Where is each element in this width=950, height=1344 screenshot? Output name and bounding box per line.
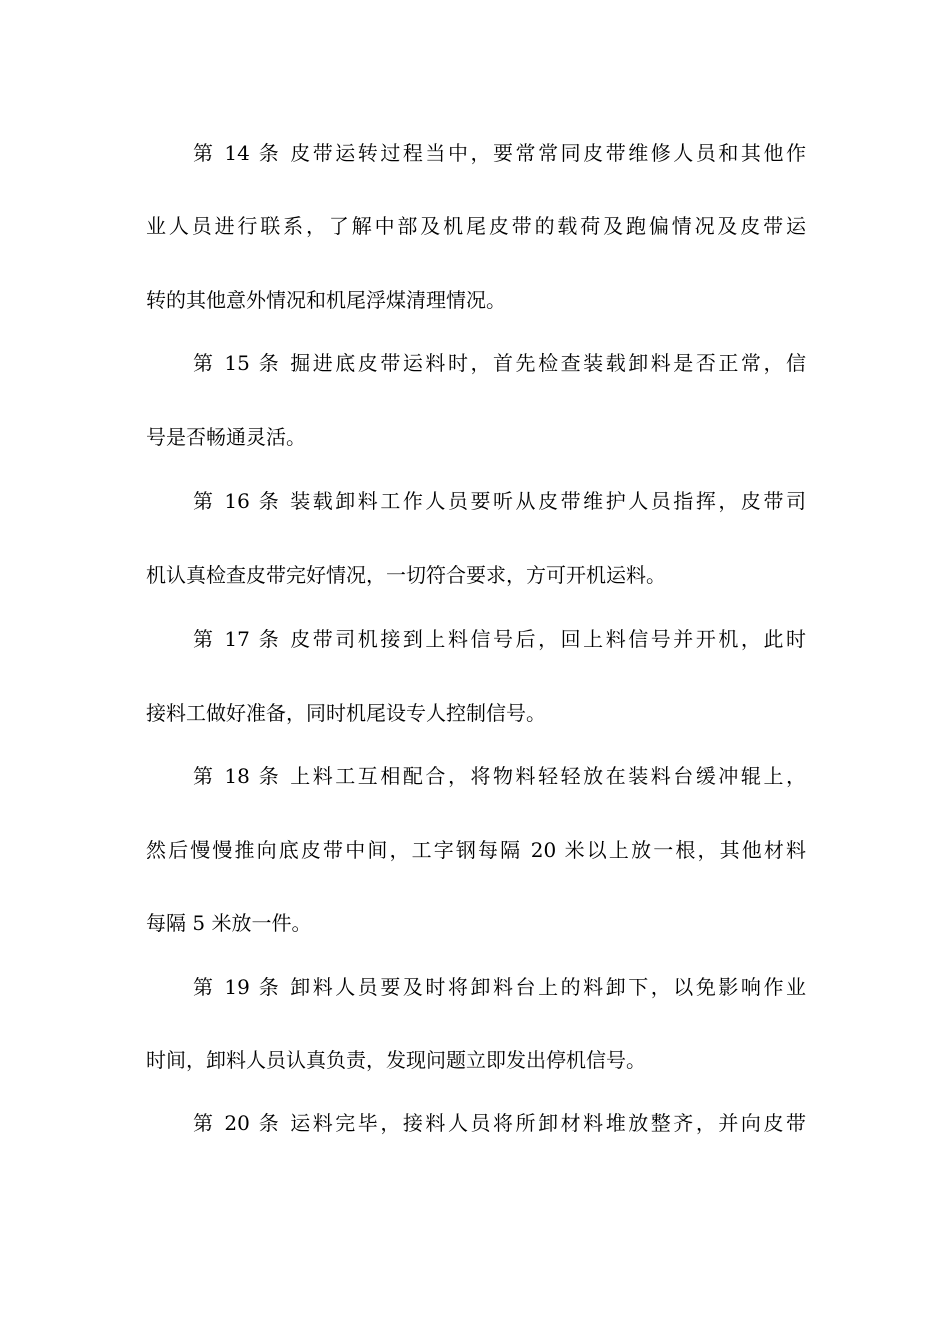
article-18-line-2: 然后慢慢推向底皮带中间，工字钢每隔 20 米以上放一根，其他材料: [146, 838, 806, 862]
article-19-line-2: 时间，卸料人员认真负责，发现问题立即发出停机信号。: [146, 1048, 646, 1072]
article-15-line-1: 第 15 条 掘进底皮带运料时，首先检查装载卸料是否正常，信: [193, 351, 806, 375]
article-18-line-3: 每隔 5 米放一件。: [146, 911, 312, 935]
article-18-line-1: 第 18 条 上料工互相配合，将物料轻轻放在装料台缓冲辊上，: [193, 764, 806, 788]
article-16-line-2: 机认真检查皮带完好情况，一切符合要求，方可开机运料。: [146, 563, 666, 587]
article-17-line-2: 接料工做好准备，同时机尾设专人控制信号。: [146, 701, 546, 725]
article-20-line-1: 第 20 条 运料完毕，接料人员将所卸材料堆放整齐，并向皮带: [193, 1111, 806, 1135]
article-17-line-1: 第 17 条 皮带司机接到上料信号后，回上料信号并开机，此时: [193, 627, 806, 651]
article-14-line-1: 第 14 条 皮带运转过程当中，要常常同皮带维修人员和其他作: [193, 141, 806, 165]
article-16-line-1: 第 16 条 装载卸料工作人员要听从皮带维护人员指挥，皮带司: [193, 489, 806, 513]
article-19-line-1: 第 19 条 卸料人员要及时将卸料台上的料卸下，以免影响作业: [193, 975, 806, 999]
article-15-line-2: 号是否畅通灵活。: [146, 425, 306, 449]
article-14-line-3: 转的其他意外情况和机尾浮煤清理情况。: [146, 288, 506, 312]
article-14-line-2: 业人员进行联系，了解中部及机尾皮带的载荷及跑偏情况及皮带运: [146, 214, 806, 238]
